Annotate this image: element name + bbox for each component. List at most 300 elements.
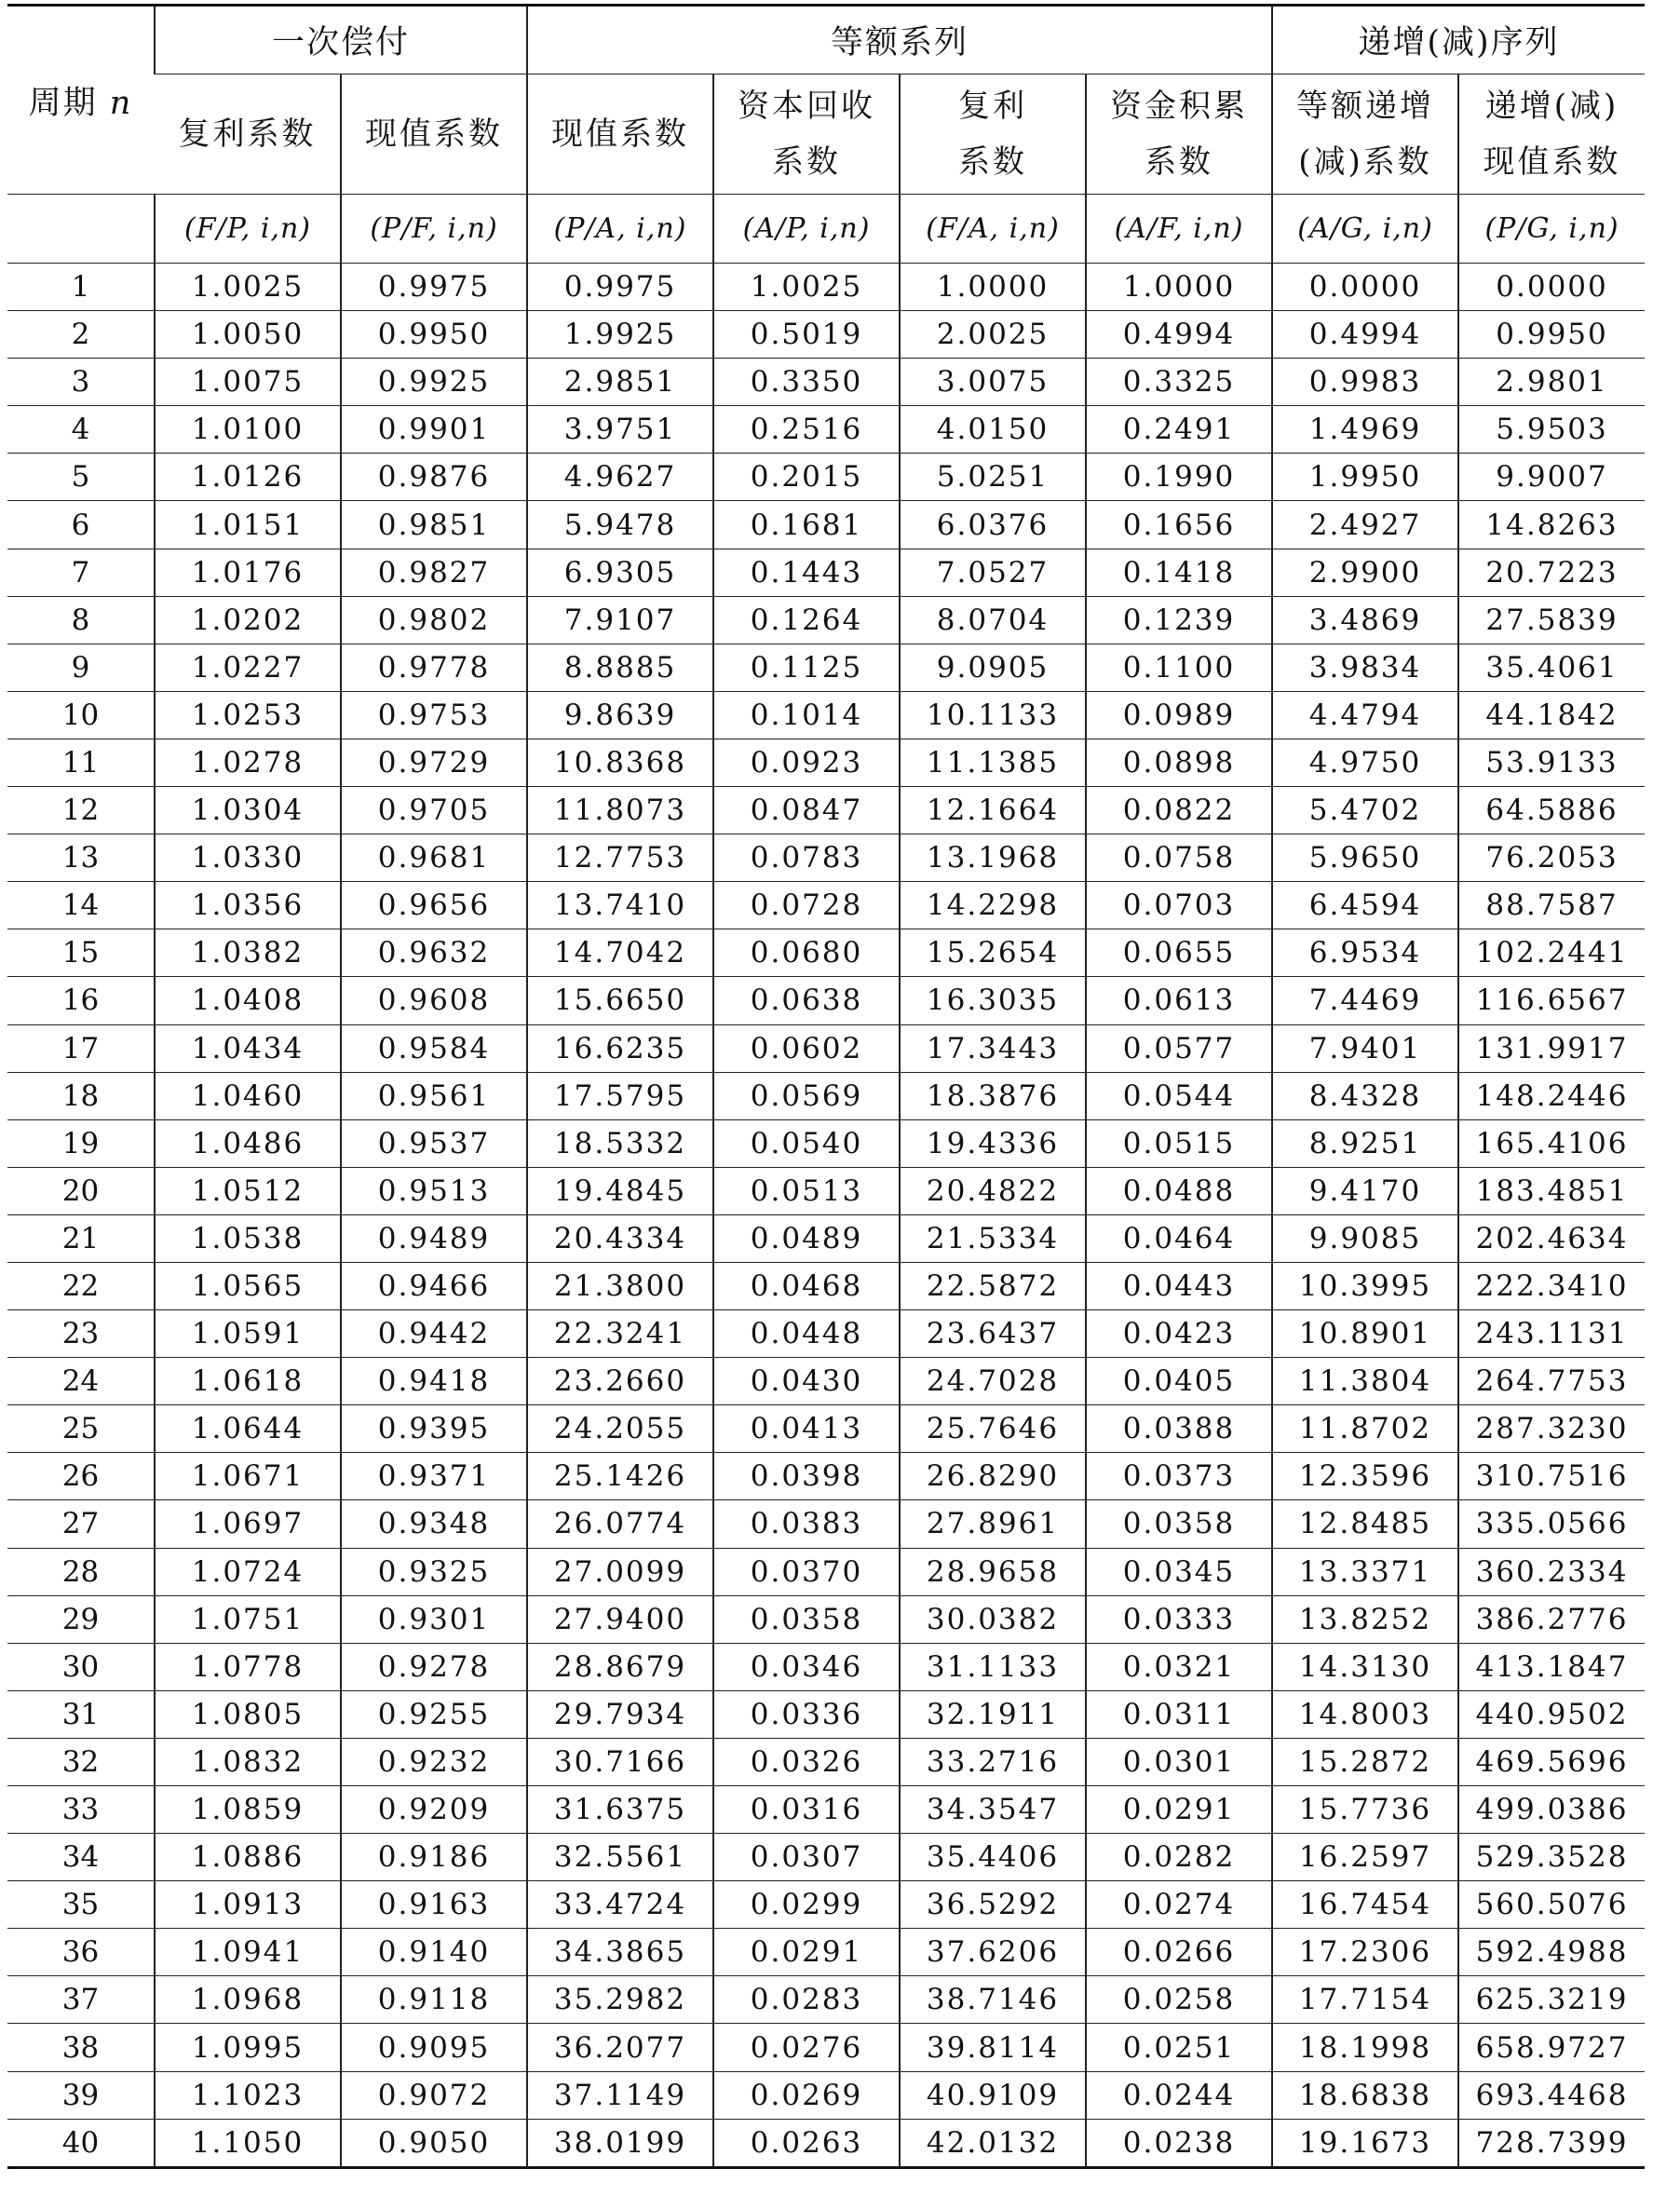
group-single-payment: 一次偿付	[155, 6, 527, 75]
factor-value-cell: 1.9950	[1272, 454, 1458, 501]
factor-value-cell: 30.7166	[527, 1738, 713, 1785]
factor-value-cell: 0.9802	[341, 596, 527, 644]
factor-value-cell: 0.0443	[1086, 1262, 1272, 1309]
factor-value-cell: 1.0859	[155, 1786, 341, 1834]
factor-value-cell: 0.0703	[1086, 882, 1272, 929]
factor-value-cell: 592.4988	[1458, 1929, 1645, 1976]
factor-value-cell: 1.0000	[900, 264, 1086, 311]
factor-value-cell: 0.0847	[713, 787, 900, 834]
factor-value-cell: 1.0941	[155, 1929, 341, 1976]
factor-name-header	[1086, 75, 1272, 195]
factor-value-cell: 0.3350	[713, 359, 900, 406]
factor-value-cell: 15.7736	[1272, 1786, 1458, 1834]
factor-value-cell: 0.9561	[341, 1072, 527, 1119]
factor-value-cell: 11.8702	[1272, 1405, 1458, 1453]
factor-value-cell: 0.0569	[713, 1072, 900, 1119]
factor-value-cell: 5.4702	[1272, 787, 1458, 834]
table-row	[7, 1643, 1645, 1690]
table-row	[7, 1690, 1645, 1738]
period-header	[7, 6, 155, 195]
factor-value-cell: 37.1149	[527, 2071, 713, 2119]
table-row	[7, 1262, 1645, 1309]
factor-value-cell: 31.6375	[527, 1786, 713, 1834]
factor-value-cell: 35.4061	[1458, 644, 1645, 691]
factor-value-cell: 17.7154	[1272, 1976, 1458, 2024]
factor-value-cell: 5.9478	[527, 501, 713, 549]
factor-value-cell: 34.3865	[527, 1929, 713, 1976]
period-cell: 36	[7, 1929, 155, 1976]
factor-value-cell: 5.0251	[900, 454, 1086, 501]
period-cell: 29	[7, 1595, 155, 1643]
factor-value-cell: 1.0618	[155, 1358, 341, 1405]
factor-value-cell: 38.0199	[527, 2119, 713, 2167]
factor-symbol-header: (P/F, i,n)	[341, 195, 527, 264]
factor-value-cell: 1.0330	[155, 834, 341, 882]
period-cell: 3	[7, 359, 155, 406]
table-row	[7, 1595, 1645, 1643]
factor-value-cell: 0.9827	[341, 549, 527, 596]
factor-value-cell: 5.9503	[1458, 406, 1645, 454]
factor-value-cell: 0.0544	[1086, 1072, 1272, 1119]
factor-value-cell: 23.2660	[527, 1358, 713, 1405]
factor-value-cell: 29.7934	[527, 1690, 713, 1738]
factor-value-cell: 26.8290	[900, 1453, 1086, 1500]
factor-value-cell: 14.3130	[1272, 1643, 1458, 1690]
factor-value-cell: 6.9534	[1272, 929, 1458, 977]
factor-value-cell: 222.3410	[1458, 1262, 1645, 1309]
factor-value-cell: 0.0758	[1086, 834, 1272, 882]
factor-value-cell: 8.9251	[1272, 1119, 1458, 1167]
factor-value-cell: 8.0704	[900, 596, 1086, 644]
factor-value-cell: 560.5076	[1458, 1881, 1645, 1929]
factor-value-cell: 0.0515	[1086, 1119, 1272, 1167]
factor-value-cell: 1.0805	[155, 1690, 341, 1738]
factor-value-cell: 0.1239	[1086, 596, 1272, 644]
factor-value-cell: 0.9778	[341, 644, 527, 691]
period-cell: 39	[7, 2071, 155, 2119]
factor-value-cell: 15.2654	[900, 929, 1086, 977]
factor-value-cell: 148.2446	[1458, 1072, 1645, 1119]
factor-value-cell: 658.9727	[1458, 2024, 1645, 2071]
period-cell: 6	[7, 501, 155, 549]
factor-value-cell: 8.8885	[527, 644, 713, 691]
factor-value-cell: 19.4845	[527, 1167, 713, 1214]
factor-value-cell: 0.1125	[713, 644, 900, 691]
table-row	[7, 1548, 1645, 1595]
factor-value-cell: 0.0405	[1086, 1358, 1272, 1405]
factor-value-cell: 12.8485	[1272, 1500, 1458, 1548]
period-cell: 2	[7, 311, 155, 359]
factor-value-cell: 0.9095	[341, 2024, 527, 2071]
factor-value-cell: 499.0386	[1458, 1786, 1645, 1834]
factor-value-cell: 16.2597	[1272, 1834, 1458, 1881]
table-row	[7, 1453, 1645, 1500]
factor-value-cell: 0.0373	[1086, 1453, 1272, 1500]
factor-value-cell: 0.0413	[713, 1405, 900, 1453]
factor-value-cell: 386.2776	[1458, 1595, 1645, 1643]
factor-value-cell: 31.1133	[900, 1643, 1086, 1690]
factor-symbol-header: (F/A, i,n)	[900, 195, 1086, 264]
factor-name-line: 资金积累	[1110, 88, 1249, 125]
period-cell: 24	[7, 1358, 155, 1405]
factor-value-cell: 1.0968	[155, 1976, 341, 2024]
factor-name-header	[713, 75, 900, 195]
factor-value-cell: 16.7454	[1272, 1881, 1458, 1929]
factor-value-cell: 24.7028	[900, 1358, 1086, 1405]
factor-value-cell: 11.1385	[900, 739, 1086, 786]
factor-value-cell: 0.0448	[713, 1310, 900, 1358]
table-row	[7, 1834, 1645, 1881]
period-cell: 1	[7, 264, 155, 311]
factor-value-cell: 0.0358	[713, 1595, 900, 1643]
period-cell: 14	[7, 882, 155, 929]
period-cell: 10	[7, 691, 155, 739]
factor-value-cell: 11.3804	[1272, 1358, 1458, 1405]
factor-value-cell: 27.5839	[1458, 596, 1645, 644]
factor-value-cell: 1.0995	[155, 2024, 341, 2071]
table-row	[7, 1072, 1645, 1119]
factor-name-line: 复利系数	[178, 115, 317, 153]
factor-value-cell: 4.0150	[900, 406, 1086, 454]
factor-value-cell: 1.0356	[155, 882, 341, 929]
factor-value-cell: 728.7399	[1458, 2119, 1645, 2167]
factor-value-cell: 27.8961	[900, 1500, 1086, 1548]
factor-name-line: 递增(减)	[1484, 88, 1619, 125]
factor-value-cell: 2.9900	[1272, 549, 1458, 596]
factor-value-cell: 36.2077	[527, 2024, 713, 2071]
factor-value-cell: 1.0512	[155, 1167, 341, 1214]
factor-value-cell: 0.9186	[341, 1834, 527, 1881]
period-cell: 9	[7, 644, 155, 691]
factor-value-cell: 0.0266	[1086, 1929, 1272, 1976]
factor-value-cell: 6.9305	[527, 549, 713, 596]
factor-value-cell: 0.0488	[1086, 1167, 1272, 1214]
factor-value-cell: 13.1968	[900, 834, 1086, 882]
factor-value-cell: 12.3596	[1272, 1453, 1458, 1500]
period-cell: 15	[7, 929, 155, 977]
factor-value-cell: 40.9109	[900, 2071, 1086, 2119]
period-cell: 16	[7, 977, 155, 1024]
factor-value-cell: 0.9301	[341, 1595, 527, 1643]
factor-value-cell: 1.0434	[155, 1024, 341, 1072]
factor-value-cell: 0.1014	[713, 691, 900, 739]
period-cell: 28	[7, 1548, 155, 1595]
factor-value-cell: 335.0566	[1458, 1500, 1645, 1548]
factor-value-cell: 24.2055	[527, 1405, 713, 1453]
factor-value-cell: 26.0774	[527, 1500, 713, 1548]
factor-value-cell: 0.9705	[341, 787, 527, 834]
table-row	[7, 264, 1645, 311]
factor-value-cell: 0.0000	[1458, 264, 1645, 311]
table-row	[7, 1358, 1645, 1405]
interest-factor-table	[7, 4, 1645, 2169]
factor-value-cell: 0.9983	[1272, 359, 1458, 406]
factor-value-cell: 1.0486	[155, 1119, 341, 1167]
factor-value-cell: 1.0025	[155, 264, 341, 311]
factor-value-cell: 18.6838	[1272, 2071, 1458, 2119]
factor-value-cell: 36.5292	[900, 1881, 1086, 1929]
factor-value-cell: 0.2516	[713, 406, 900, 454]
factor-value-cell: 0.9118	[341, 1976, 527, 2024]
factor-value-cell: 1.0025	[713, 264, 900, 311]
factor-value-cell: 10.3995	[1272, 1262, 1458, 1309]
factor-value-cell: 34.3547	[900, 1786, 1086, 1834]
factor-value-cell: 0.2491	[1086, 406, 1272, 454]
factor-value-cell: 1.0050	[155, 311, 341, 359]
factor-value-cell: 0.0301	[1086, 1738, 1272, 1785]
factor-value-cell: 0.9278	[341, 1643, 527, 1690]
factor-value-cell: 0.0358	[1086, 1500, 1272, 1548]
factor-value-cell: 1.0886	[155, 1834, 341, 1881]
factor-value-cell: 1.4969	[1272, 406, 1458, 454]
factor-symbol-header: (A/P, i,n)	[713, 195, 900, 264]
factor-value-cell: 0.0388	[1086, 1405, 1272, 1453]
factor-value-cell: 0.0321	[1086, 1643, 1272, 1690]
period-cell: 32	[7, 1738, 155, 1785]
factor-value-cell: 116.6567	[1458, 977, 1645, 1024]
factor-value-cell: 7.0527	[900, 549, 1086, 596]
factor-value-cell: 1.0408	[155, 977, 341, 1024]
factor-value-cell: 0.9925	[341, 359, 527, 406]
factor-value-cell: 53.9133	[1458, 739, 1645, 786]
factor-value-cell: 20.7223	[1458, 549, 1645, 596]
factor-value-cell: 3.9834	[1272, 644, 1458, 691]
period-cell: 19	[7, 1119, 155, 1167]
period-label: 周期	[28, 84, 98, 122]
factor-value-cell: 0.9608	[341, 977, 527, 1024]
factor-value-cell: 0.9442	[341, 1310, 527, 1358]
factor-value-cell: 0.0244	[1086, 2071, 1272, 2119]
factor-value-cell: 0.0283	[713, 1976, 900, 2024]
factor-value-cell: 1.0151	[155, 501, 341, 549]
factor-value-cell: 7.9107	[527, 596, 713, 644]
factor-value-cell: 15.6650	[527, 977, 713, 1024]
period-cell: 22	[7, 1262, 155, 1309]
table-row	[7, 2071, 1645, 2119]
factor-value-cell: 1.0100	[155, 406, 341, 454]
factor-value-cell: 22.3241	[527, 1310, 713, 1358]
table-header	[7, 6, 1645, 264]
factor-value-cell: 0.1656	[1086, 501, 1272, 549]
factor-value-cell: 0.0540	[713, 1119, 900, 1167]
factor-value-cell: 0.0655	[1086, 929, 1272, 977]
factor-name-line: 现值系数	[365, 115, 503, 153]
factor-value-cell: 4.9750	[1272, 739, 1458, 786]
period-cell: 26	[7, 1453, 155, 1500]
factor-value-cell: 1.0671	[155, 1453, 341, 1500]
factor-value-cell: 0.1264	[713, 596, 900, 644]
factor-value-cell: 469.5696	[1458, 1738, 1645, 1785]
factor-value-cell: 0.0326	[713, 1738, 900, 1785]
factor-value-cell: 0.9348	[341, 1500, 527, 1548]
period-cell: 20	[7, 1167, 155, 1214]
factor-value-cell: 0.9513	[341, 1167, 527, 1214]
factor-value-cell: 0.1100	[1086, 644, 1272, 691]
factor-value-cell: 1.0778	[155, 1643, 341, 1690]
factor-value-cell: 44.1842	[1458, 691, 1645, 739]
factor-symbol-header: (F/P, i,n)	[155, 195, 341, 264]
factor-value-cell: 11.8073	[527, 787, 713, 834]
factor-value-cell: 1.0227	[155, 644, 341, 691]
factor-value-cell: 0.9656	[341, 882, 527, 929]
factor-value-cell: 3.9751	[527, 406, 713, 454]
factor-value-cell: 1.0832	[155, 1738, 341, 1785]
factor-value-cell: 2.9801	[1458, 359, 1645, 406]
factor-value-cell: 12.7753	[527, 834, 713, 882]
period-cell: 37	[7, 1976, 155, 2024]
factor-value-cell: 28.9658	[900, 1548, 1086, 1595]
factor-value-cell: 18.1998	[1272, 2024, 1458, 2071]
symbol-blank-cell	[7, 195, 155, 264]
table-row	[7, 311, 1645, 359]
factor-value-cell: 0.9466	[341, 1262, 527, 1309]
factor-value-cell: 0.9681	[341, 834, 527, 882]
factor-value-cell: 1.0697	[155, 1500, 341, 1548]
factor-value-cell: 0.3325	[1086, 359, 1272, 406]
factor-value-cell: 32.5561	[527, 1834, 713, 1881]
factor-value-cell: 0.2015	[713, 454, 900, 501]
factor-value-cell: 413.1847	[1458, 1643, 1645, 1690]
factor-value-cell: 0.0822	[1086, 787, 1272, 834]
factor-value-cell: 0.9632	[341, 929, 527, 977]
period-cell: 33	[7, 1786, 155, 1834]
factor-value-cell: 0.0602	[713, 1024, 900, 1072]
period-cell: 5	[7, 454, 155, 501]
factor-value-cell: 0.9489	[341, 1214, 527, 1262]
factor-value-cell: 15.2872	[1272, 1738, 1458, 1785]
table-row	[7, 691, 1645, 739]
factor-value-cell: 0.9072	[341, 2071, 527, 2119]
factor-value-cell: 1.0591	[155, 1310, 341, 1358]
factor-value-cell: 13.8252	[1272, 1595, 1458, 1643]
factor-value-cell: 0.0513	[713, 1167, 900, 1214]
factor-value-cell: 27.9400	[527, 1595, 713, 1643]
factor-value-cell: 0.0346	[713, 1643, 900, 1690]
factor-name-line: 现值系数	[1483, 143, 1621, 181]
factor-value-cell: 0.0238	[1086, 2119, 1272, 2167]
factor-value-cell: 5.9650	[1272, 834, 1458, 882]
table-row	[7, 454, 1645, 501]
factor-value-cell: 0.0783	[713, 834, 900, 882]
factor-value-cell: 0.0923	[713, 739, 900, 786]
factor-value-cell: 1.0382	[155, 929, 341, 977]
factor-value-cell: 0.1990	[1086, 454, 1272, 501]
table-body	[7, 264, 1645, 2168]
factor-value-cell: 0.0269	[713, 2071, 900, 2119]
table-row	[7, 644, 1645, 691]
table-row	[7, 1929, 1645, 1976]
factor-value-cell: 0.0307	[713, 1834, 900, 1881]
factor-value-cell: 0.0423	[1086, 1310, 1272, 1358]
factor-value-cell: 14.8263	[1458, 501, 1645, 549]
factor-value-cell: 0.0336	[713, 1690, 900, 1738]
factor-value-cell: 4.9627	[527, 454, 713, 501]
factor-value-cell: 13.7410	[527, 882, 713, 929]
factor-value-cell: 1.0913	[155, 1881, 341, 1929]
factor-value-cell: 76.2053	[1458, 834, 1645, 882]
period-cell: 4	[7, 406, 155, 454]
factor-value-cell: 243.1131	[1458, 1310, 1645, 1358]
factor-value-cell: 35.2982	[527, 1976, 713, 2024]
factor-value-cell: 0.9584	[341, 1024, 527, 1072]
table-row	[7, 1119, 1645, 1167]
factor-name-header	[1458, 75, 1645, 195]
factor-value-cell: 1.0724	[155, 1548, 341, 1595]
factor-value-cell: 0.0263	[713, 2119, 900, 2167]
factor-name-line: 等额递增	[1296, 88, 1435, 125]
factor-value-cell: 9.9085	[1272, 1214, 1458, 1262]
period-cell: 18	[7, 1072, 155, 1119]
factor-value-cell: 310.7516	[1458, 1453, 1645, 1500]
table-row	[7, 787, 1645, 834]
factor-value-cell: 0.0468	[713, 1262, 900, 1309]
factor-value-cell: 0.4994	[1272, 311, 1458, 359]
table-row	[7, 1214, 1645, 1262]
factor-value-cell: 0.0333	[1086, 1595, 1272, 1643]
factor-value-cell: 0.0383	[713, 1500, 900, 1548]
factor-value-cell: 0.0398	[713, 1453, 900, 1500]
table-row	[7, 1500, 1645, 1548]
factor-value-cell: 0.9325	[341, 1548, 527, 1595]
factor-value-cell: 0.9163	[341, 1881, 527, 1929]
factor-value-cell: 1.0000	[1086, 264, 1272, 311]
factor-value-cell: 3.4869	[1272, 596, 1458, 644]
factor-value-cell: 19.1673	[1272, 2119, 1458, 2167]
factor-value-cell: 0.9753	[341, 691, 527, 739]
factor-value-cell: 0.9209	[341, 1786, 527, 1834]
period-cell: 17	[7, 1024, 155, 1072]
factor-name-row	[7, 75, 1645, 195]
period-cell: 21	[7, 1214, 155, 1262]
factor-value-cell: 33.4724	[527, 1881, 713, 1929]
table-row	[7, 882, 1645, 929]
factor-value-cell: 693.4468	[1458, 2071, 1645, 2119]
factor-value-cell: 0.0274	[1086, 1881, 1272, 1929]
factor-name-line: 系数	[772, 143, 842, 181]
factor-value-cell: 131.9917	[1458, 1024, 1645, 1072]
factor-value-cell: 1.0565	[155, 1262, 341, 1309]
factor-value-cell: 1.0278	[155, 739, 341, 786]
table-row	[7, 1167, 1645, 1214]
factor-value-cell: 0.9255	[341, 1690, 527, 1738]
factor-value-cell: 0.0311	[1086, 1690, 1272, 1738]
factor-name-line: 系数	[1145, 143, 1214, 181]
factor-value-cell: 25.1426	[527, 1453, 713, 1500]
factor-value-cell: 4.4794	[1272, 691, 1458, 739]
factor-value-cell: 0.0989	[1086, 691, 1272, 739]
factor-value-cell: 0.9975	[341, 264, 527, 311]
factor-value-cell: 88.7587	[1458, 882, 1645, 929]
factor-value-cell: 0.0680	[713, 929, 900, 977]
factor-value-cell: 0.0638	[713, 977, 900, 1024]
factor-value-cell: 22.5872	[900, 1262, 1086, 1309]
factor-value-cell: 14.7042	[527, 929, 713, 977]
factor-value-cell: 0.9950	[341, 311, 527, 359]
factor-value-cell: 9.0905	[900, 644, 1086, 691]
factor-value-cell: 0.0577	[1086, 1024, 1272, 1072]
factor-value-cell: 0.9729	[341, 739, 527, 786]
factor-value-cell: 165.4106	[1458, 1119, 1645, 1167]
factor-name-line: 复利	[958, 88, 1028, 125]
group-gradient-series: 递增(减)序列	[1272, 6, 1645, 75]
factor-value-cell: 1.0176	[155, 549, 341, 596]
period-cell: 7	[7, 549, 155, 596]
factor-value-cell: 8.4328	[1272, 1072, 1458, 1119]
factor-value-cell: 0.9950	[1458, 311, 1645, 359]
table-row	[7, 1310, 1645, 1358]
factor-symbol-header: (P/A, i,n)	[527, 195, 713, 264]
table-row	[7, 2119, 1645, 2167]
